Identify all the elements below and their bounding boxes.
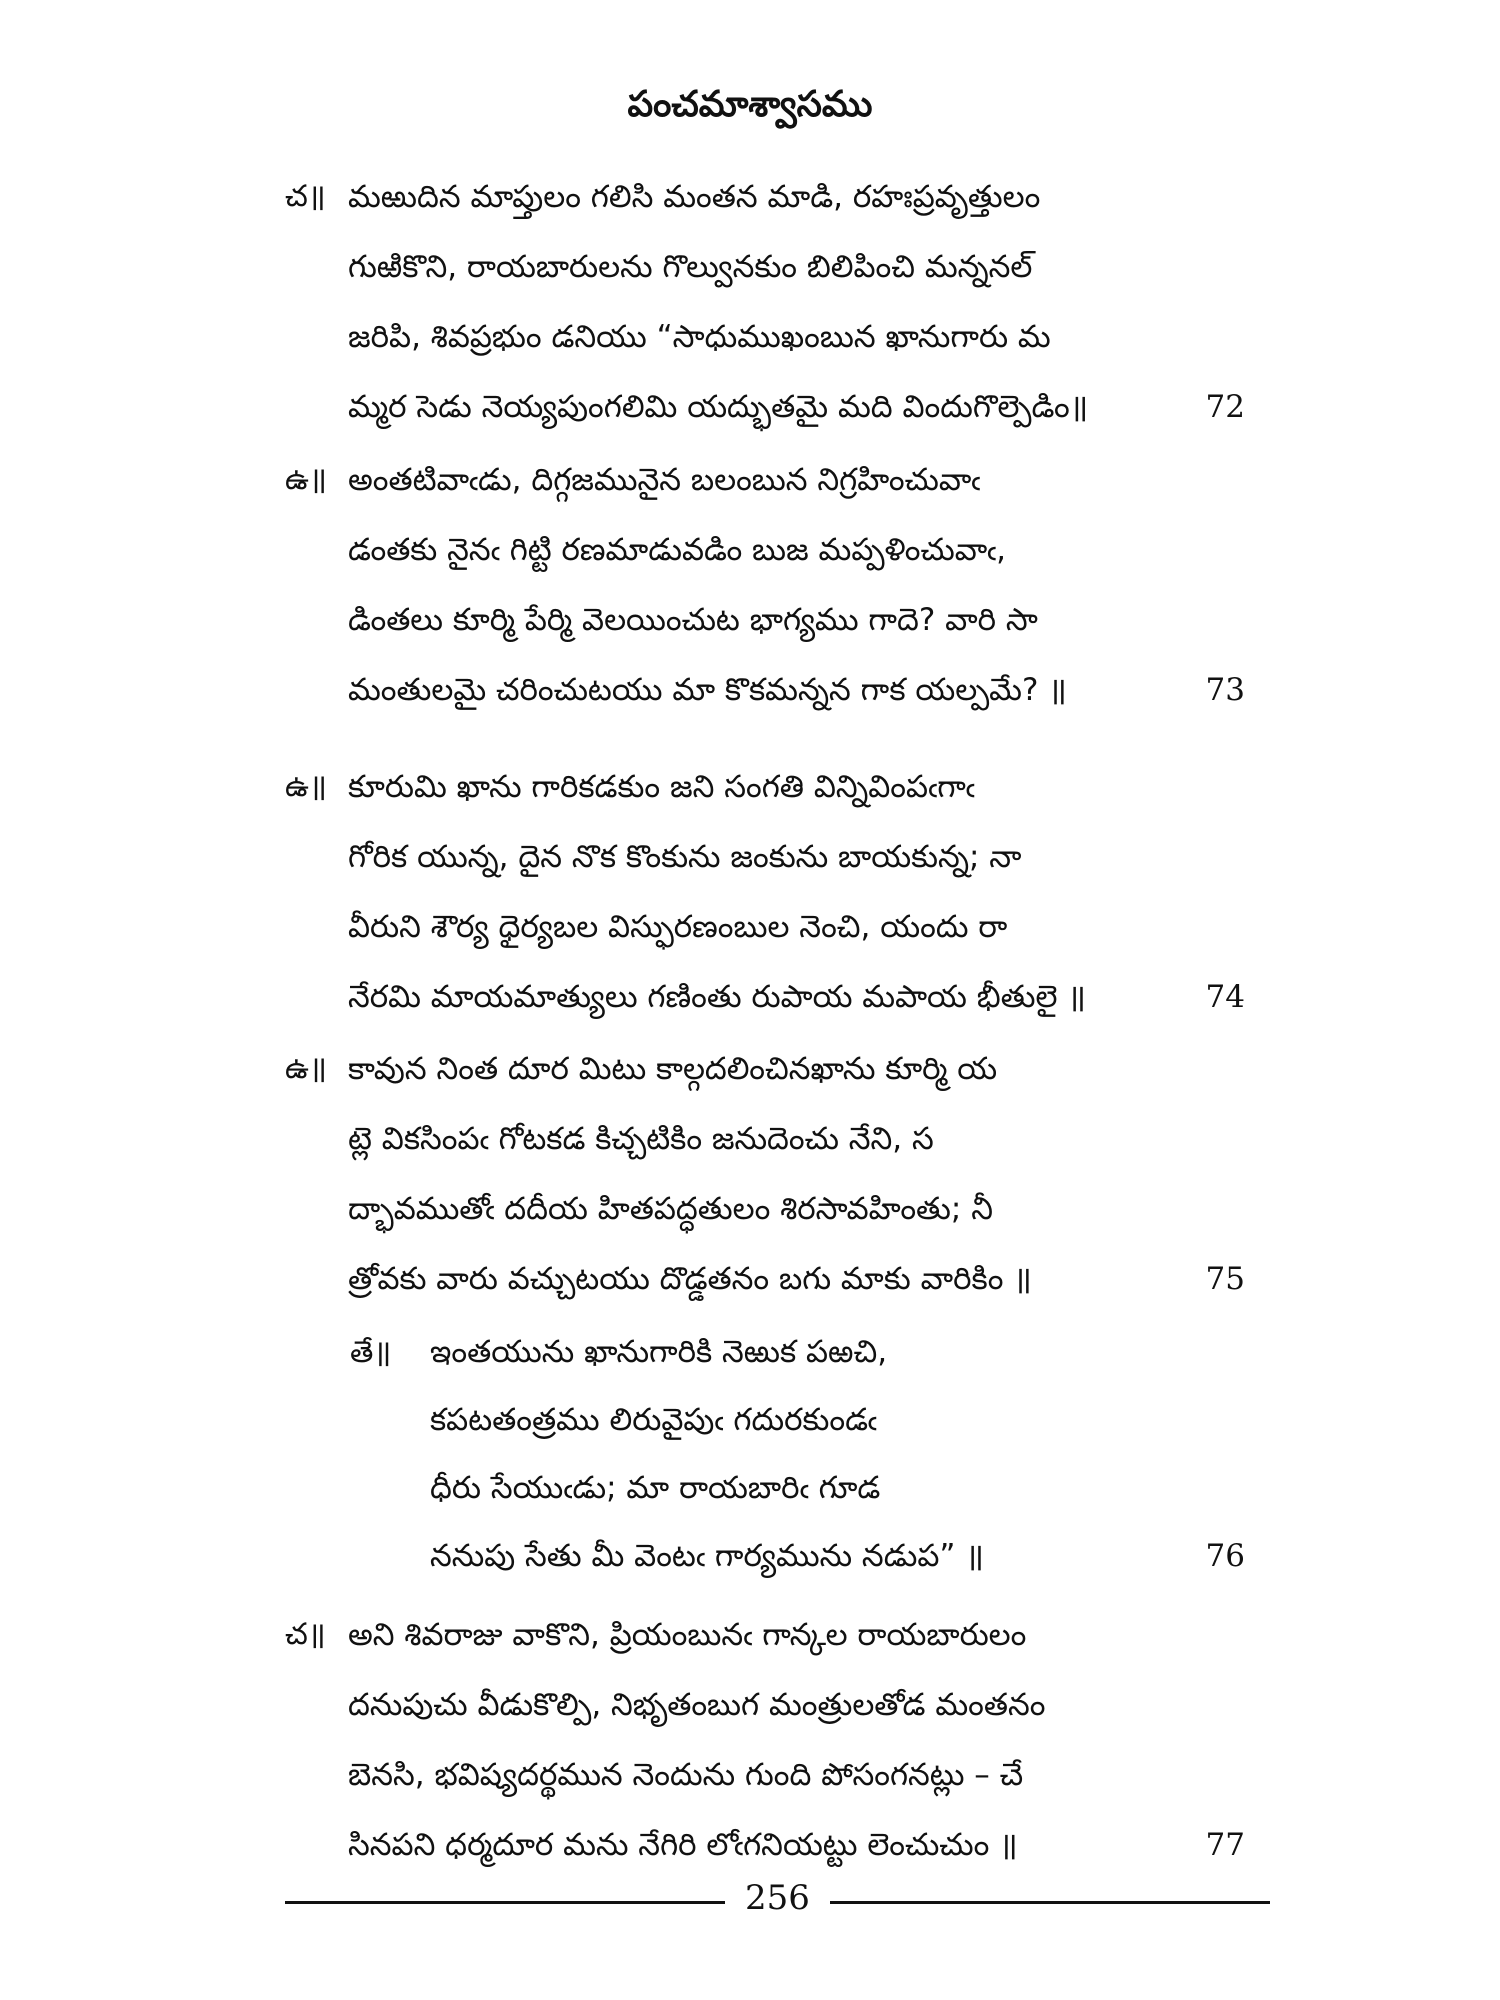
verse-meter: చ॥	[285, 1617, 326, 1652]
page-title: పంచమాశ్వాసము	[627, 84, 873, 125]
verse-75	[285, 1034, 1245, 1314]
verse-line: కపటతంత్రము లిరువైపుఁ గదురకుండఁ	[430, 1402, 877, 1438]
verse-meter: చ॥	[285, 179, 326, 214]
verse-line: మ్మర సెడు నెయ్యపుంగలిమి యద్భుతమై మది విందుగొల్పెడిం॥	[348, 389, 1089, 425]
verse-line: కూరుమి ఖాను గారికడకుం జని సంగతి విన్నివింపఁగాఁ	[348, 769, 975, 805]
verse-meter: తే॥	[350, 1335, 392, 1370]
verse-number: 73	[1205, 672, 1245, 708]
page-number: 256	[745, 1878, 810, 1918]
verse-line: ధీరు సేయుఁడు; మా రాయబారిఁ గూడ	[430, 1470, 881, 1506]
verse-line: డంతకు నైనఁ గిట్టి రణమాడువడిం బుజ మప్పళించువాఁ,	[348, 532, 1007, 568]
verse-line: ట్లె వికసింపఁ గోటకడ కిచ్చటికిం జనుదెంచు నేని, స	[348, 1121, 934, 1157]
verse-77	[285, 1600, 1245, 1880]
verse-line: జరిపి, శివప్రభుం డనియు “సాధుముఖంబున ఖానుగారు మ	[348, 319, 1051, 355]
verse-line: మఱుదిన మాప్తులం గలిసి మంతన మాడి, రహఃప్రవృత్తులం	[348, 179, 1041, 215]
verse-line: కావున నింత దూర మిటు కాల్గదలించినఖాను కూర్మి య	[348, 1051, 998, 1087]
verse-line: ఇంతయును ఖానుగారికి నెఱుక పఱచి,	[430, 1334, 888, 1370]
verse-number: 76	[1205, 1538, 1245, 1574]
verse-line: డింతలు కూర్మి పేర్మి వెలయించుట భాగ్యము గాదె? వారి సా	[348, 602, 1038, 638]
verse-line: బెనసి, భవిష్యదర్థమున నెందును గుంది పోసంగనట్లు – చే	[348, 1757, 1024, 1793]
verse-number: 74	[1205, 979, 1245, 1015]
verse-meter: ఉ॥	[285, 769, 327, 804]
verse-line: అంతటివాఁడు, దిగ్గజమునైన బలంబున నిగ్రహించువాఁ	[348, 462, 981, 498]
verse-number: 72	[1205, 389, 1245, 425]
verse-74	[285, 752, 1245, 1032]
verse-number: 77	[1205, 1827, 1245, 1863]
footer-rule-right	[830, 1901, 1270, 1904]
verse-line: ననుపు సేతు మీ వెంటఁ గార్యమును నడుప” ॥	[430, 1538, 984, 1574]
verse-line: త్రోవకు వారు వచ్చుటయు దొడ్డతనం బగు మాకు వారికిం ॥	[348, 1261, 1032, 1297]
page-footer	[285, 1878, 1270, 1928]
verse-line: ద్భావముతోఁ దదీయ హితపద్ధతులం శిరసావహింతు; నీ	[348, 1191, 993, 1227]
verse-line: వీరుని శౌర్య ధైర్యబల విస్ఫురణంబుల నెంచి, యందు రా	[348, 909, 1008, 945]
verse-line: సినపని ధర్మదూర మను నేగిరి లోఁగనియట్టు లెంచుచుం ॥	[348, 1827, 1018, 1863]
verse-73	[285, 445, 1245, 725]
verse-line: గోరిక యున్న, దైన నొక కొంకును జంకును బాయకున్న; నా	[348, 839, 1022, 875]
verse-line: గుఱికొని, రాయబారులను గొల్వునకుం బిలిపించి మన్ననల్	[348, 249, 1033, 285]
verse-meter: ఉ॥	[285, 1051, 327, 1086]
verse-meter: ఉ॥	[285, 462, 327, 497]
verse-line: దనుపుచు వీడుకొల్పి, నిభృతంబుగ మంత్రులతోడ మంతనం	[348, 1687, 1046, 1723]
verse-line: నేరమి మాయమాత్యులు గణింతు రుపాయ మపాయ భీతులై ॥	[348, 979, 1086, 1015]
verse-number: 75	[1205, 1261, 1245, 1297]
verse-line: అని శివరాజు వాకొని, ప్రియంబునఁ గాన్కల రాయబారులం	[348, 1617, 1027, 1653]
verse-72	[285, 162, 1245, 442]
verse-line: మంతులమై చరించుటయు మా కొకమన్నన గాక యల్పమే? ॥	[348, 672, 1067, 708]
verse-76	[285, 1318, 1245, 1590]
